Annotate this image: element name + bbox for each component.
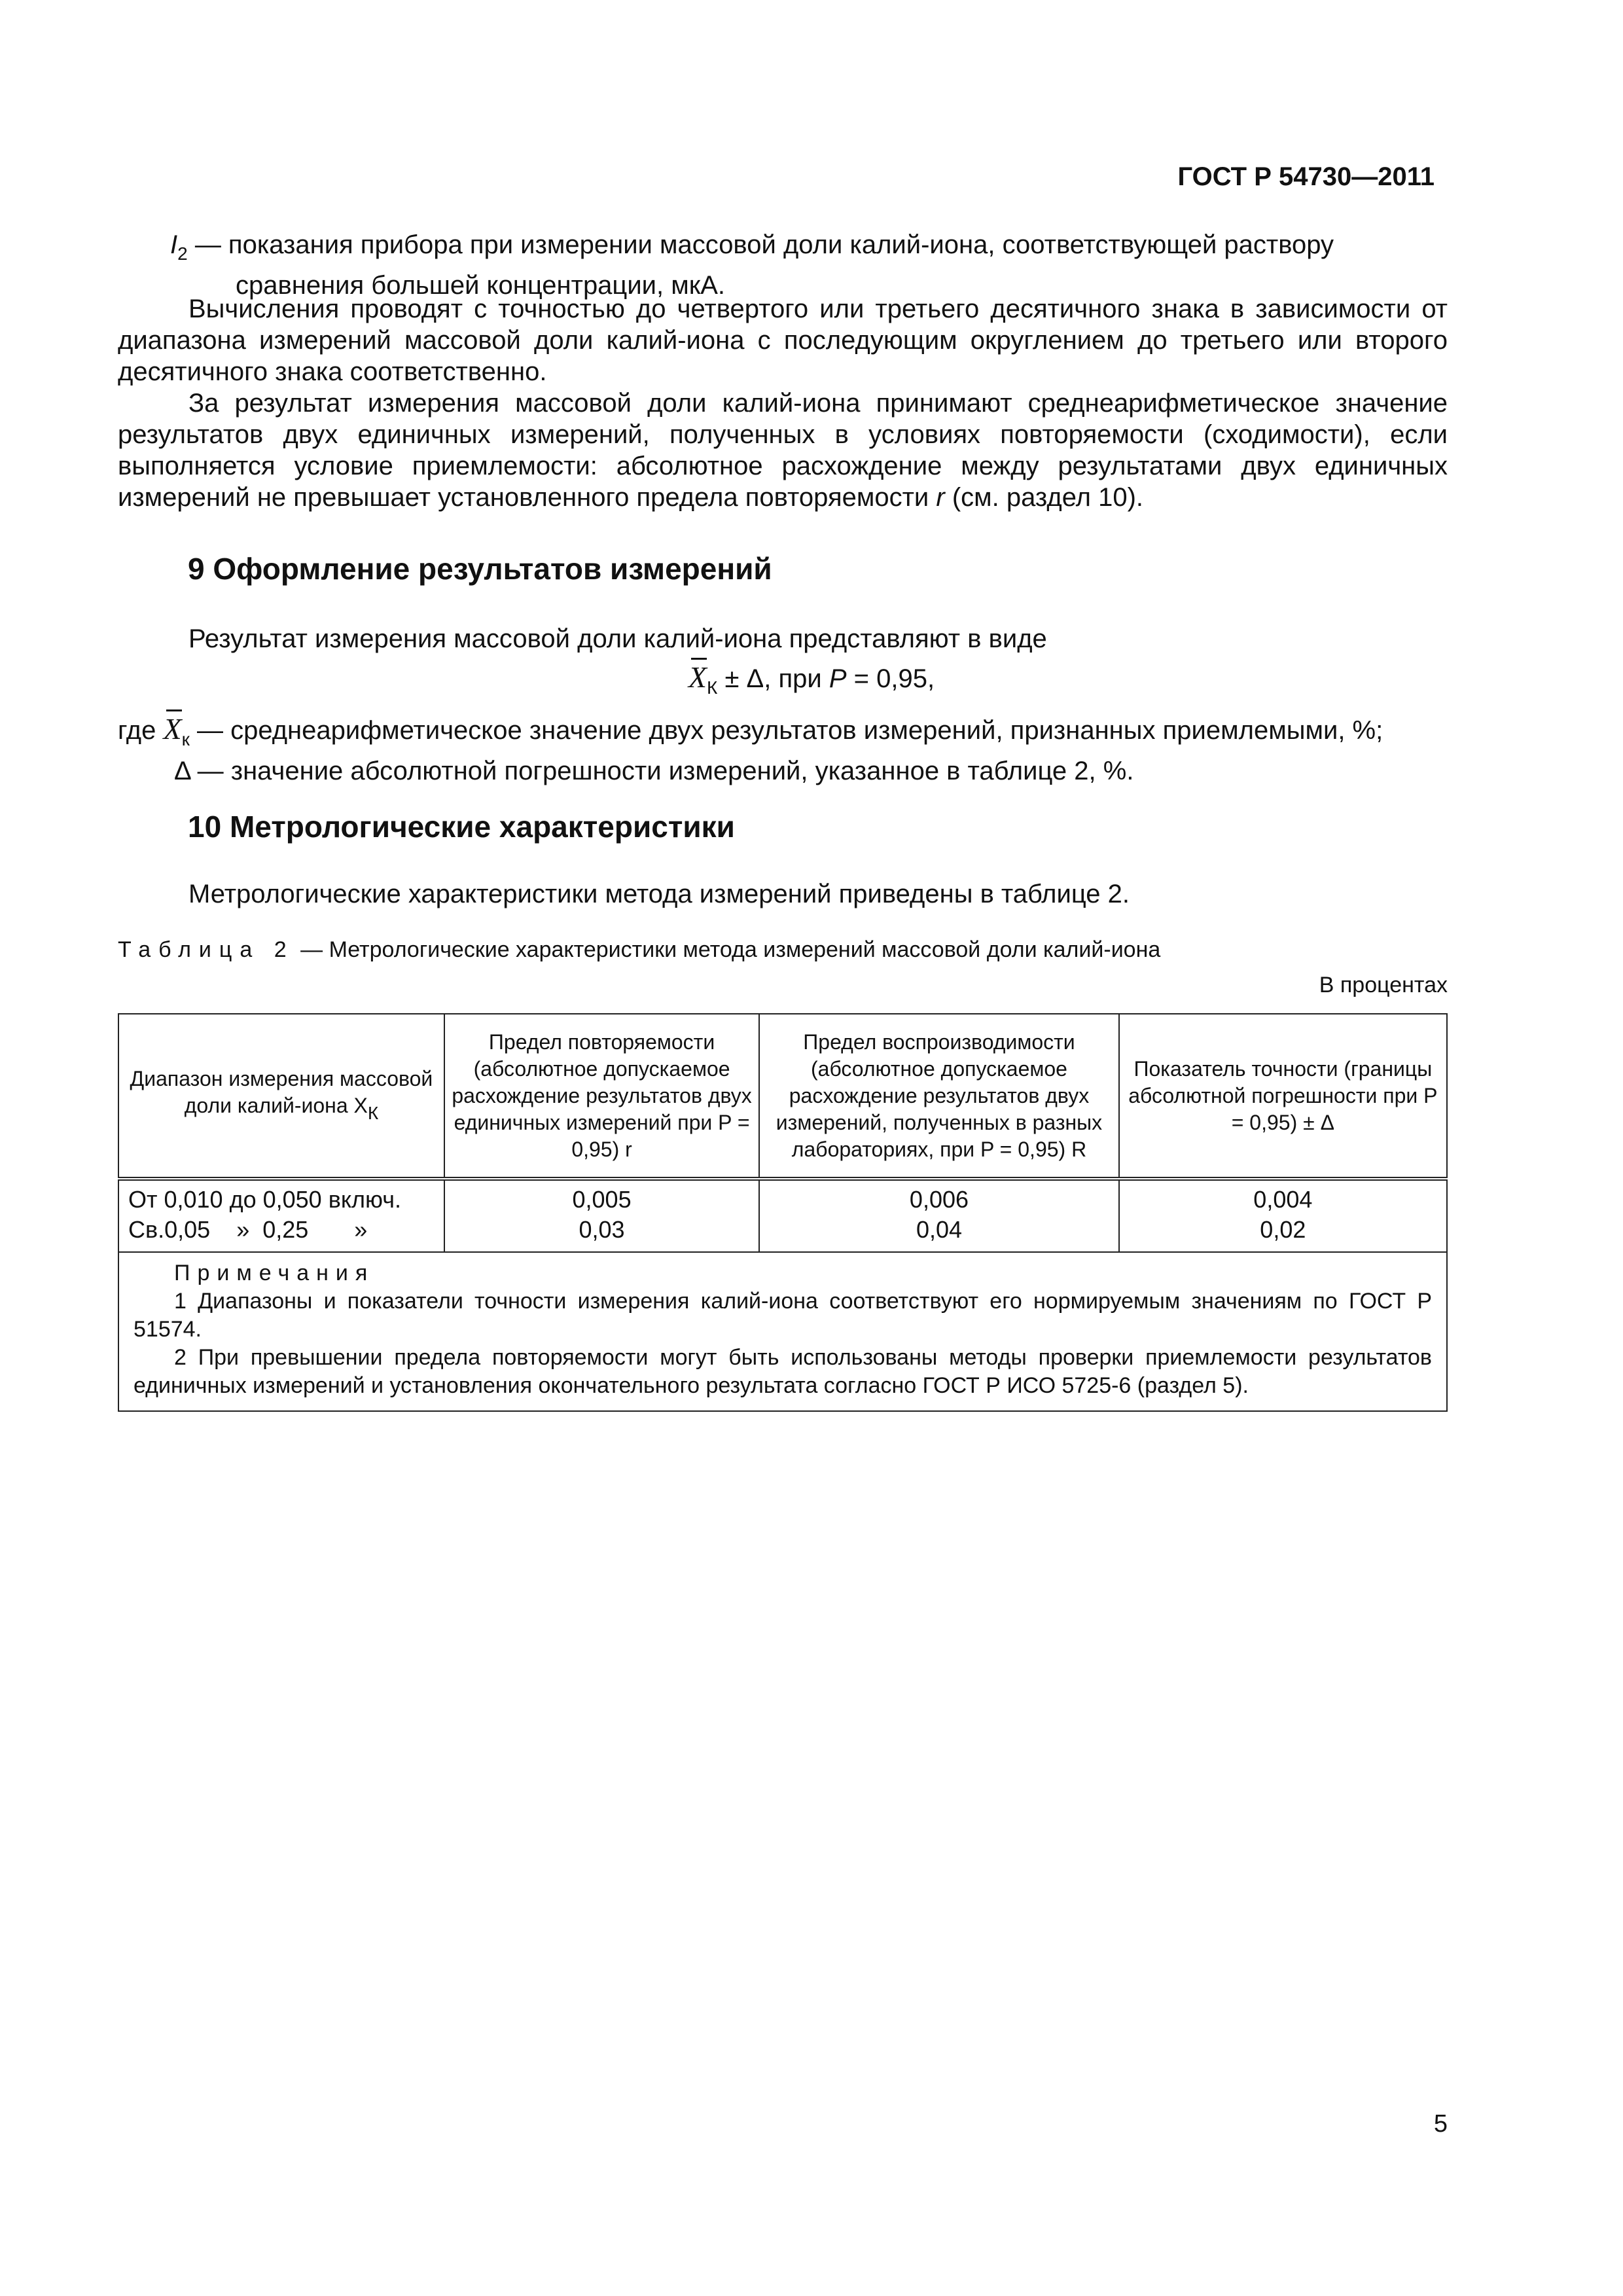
- x-bar-symbol: X: [688, 660, 707, 694]
- reproducibility-value-2: 0,04: [916, 1216, 963, 1243]
- result-formula: [0, 660, 1623, 698]
- header-range: [118, 1014, 444, 1179]
- page-number: 5: [1433, 2110, 1448, 2138]
- table-header-row: [118, 1014, 1447, 1179]
- i2-definition: [118, 229, 1448, 301]
- symbol-r: r: [936, 483, 945, 512]
- header-repeatability: Предел повторяемости (абсолютное допускаемое расхождение результатов двух единичных измерений при P = 0,95) r: [444, 1014, 759, 1179]
- formula-value: = 0,95,: [846, 664, 935, 693]
- range-line-1: От 0,010 до 0,050 включ.: [128, 1186, 401, 1213]
- i2-text: — показания прибора при измерении массовой доли калий-иона, соответствующей раствору: [187, 230, 1334, 259]
- section-10-heading: 10 Метрологические характеристики: [188, 810, 735, 844]
- metrological-table: [118, 1013, 1448, 1412]
- table-unit: В процентах: [1319, 973, 1448, 997]
- range-cell: [118, 1179, 444, 1252]
- where-label: где: [118, 716, 164, 745]
- notes-title: Примечания: [174, 1261, 375, 1285]
- section-10-paragraph: Метрологические характеристики метода измерений приведены в таблице 2.: [188, 880, 1130, 908]
- reproducibility-value-1: 0,006: [909, 1186, 969, 1213]
- repeatability-cell: [444, 1179, 759, 1252]
- definition-delta: Δ — значение абсолютной погрешности измерений, указанное в таблице 2, %.: [174, 757, 1134, 785]
- x-subscript: К: [707, 677, 718, 698]
- table-notes-row: [118, 1252, 1447, 1411]
- x-bar-symbol-def: X: [163, 712, 182, 745]
- repeatability-value-1: 0,005: [572, 1186, 632, 1213]
- paragraph-calculation-precision: Вычисления проводят с точностью до четвертого или третьего десятичного знака в зависимости от диапазона измерений массовой доли калий-иона с последующим округлением до третьего или второго десятичного знака соответственно.: [118, 295, 1448, 386]
- i2-subscript: 2: [177, 243, 188, 264]
- table-caption: [118, 937, 1160, 963]
- paragraph-result-definition: [118, 387, 1448, 513]
- x-subscript-def: к: [181, 729, 190, 749]
- formula-rest: ± Δ, при: [717, 664, 829, 693]
- table-caption-text: — Метрологические характеристики метода измерений массовой доли калий-иона: [294, 937, 1161, 962]
- document-id-header: ГОСТ Р 54730—2011: [1177, 162, 1435, 191]
- section-9-paragraph: Результат измерения массовой доли калий-иона представляют в виде: [188, 624, 1047, 653]
- range-line-2: Св.0,05 » 0,25 »: [128, 1216, 368, 1243]
- reproducibility-cell: [759, 1179, 1118, 1252]
- header-range-sub: К: [367, 1102, 379, 1123]
- table-caption-label: Таблица 2: [118, 937, 294, 962]
- header-reproducibility: Предел воспроизводимости (абсолютное допускаемое расхождение результатов двух измерений, полученных в разных лабораториях, при P = 0,95) R: [759, 1014, 1118, 1179]
- i2-symbol: I: [170, 230, 178, 259]
- repeatability-value-2: 0,03: [579, 1216, 625, 1243]
- paragraph-result-text: За результат измерения массовой доли калий-иона принимают среднеарифметическое значение результатов двух единичных измерений, полученных в условиях повторяемости (сходимости), если выполняется условие приемлемости: абсолютное расхождение между результатами двух единичных измерений не превышает установленного предела повторяемости: [118, 389, 1448, 512]
- note-2: 2 При превышении предела повторяемости могут быть использованы методы проверки приемлемости результатов единичных измерений и установления окончательного результата согласно ГОСТ Р ИСО 5725-6 (раздел 5).: [134, 1345, 1432, 1398]
- definition-x-mean: [118, 713, 1448, 755]
- paragraph-result-tail: (см. раздел 10).: [944, 483, 1144, 512]
- header-accuracy: Показатель точности (границы абсолютной погрешности при P = 0,95) ± Δ: [1119, 1014, 1447, 1179]
- table-data-row: [118, 1179, 1447, 1252]
- formula-p: P: [829, 664, 847, 693]
- definition-x-text: — среднеарифметическое значение двух результатов измерений, признанных приемлемыми, %;: [189, 716, 1383, 745]
- section-9-heading: 9 Оформление результатов измерений: [188, 552, 772, 586]
- formula-definitions: [118, 713, 1448, 787]
- accuracy-value-1: 0,004: [1253, 1186, 1313, 1213]
- notes-cell: [118, 1252, 1447, 1411]
- header-range-text: Диапазон измерения массовой доли калий-иона X: [130, 1066, 433, 1117]
- accuracy-value-2: 0,02: [1260, 1216, 1306, 1243]
- accuracy-cell: [1119, 1179, 1447, 1252]
- note-1: 1 Диапазоны и показатели точности измерения калий-иона соответствуют его нормируемым значениям по ГОСТ Р 51574.: [134, 1289, 1432, 1342]
- i2-continuation: сравнения большей концентрации, мкА.: [236, 271, 726, 300]
